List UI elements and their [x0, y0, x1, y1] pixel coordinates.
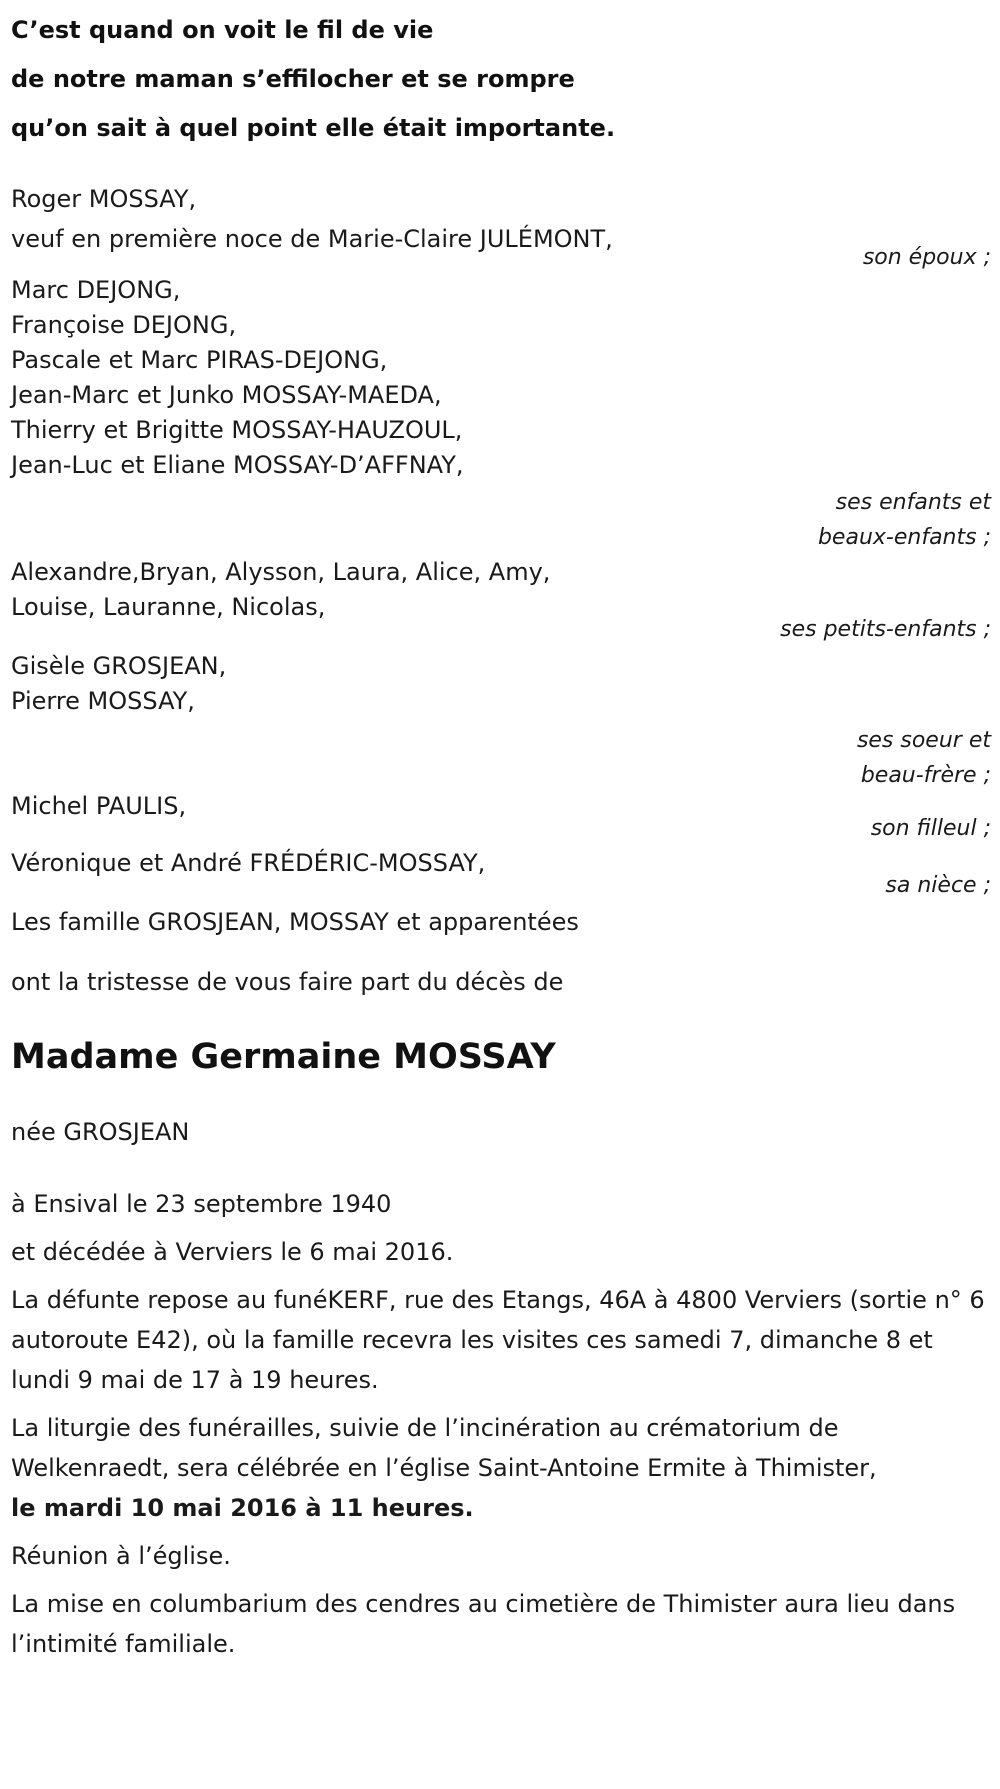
liturgy-details — [11, 1408, 986, 1528]
family-name-line: Michel PAULIS, — [11, 792, 187, 820]
visitation-details: La défunte repose au funéKERF, rue des Etangs, 46A à 4800 Verviers (sortie n° 6 autoroute E42), où la famille recevra les visites ces samedi 7, dimanche 8 et lundi 9 mai de 17 à 19 heures. — [11, 1286, 985, 1394]
liturgy-text: La liturgie des funérailles, suivie de l’incinération au crématorium de Welkenraedt, sera célébrée en l’église Saint-Antoine Ermite à Thimister, — [11, 1414, 877, 1482]
relation-label: beaux-enfants ; — [817, 525, 991, 550]
liturgy-date: le mardi 10 mai 2016 à 11 heures. — [11, 1494, 474, 1522]
relation-label: ses soeur et — [856, 728, 991, 753]
family-name-line: Roger MOSSAY, — [11, 185, 197, 213]
opening-quote — [11, 0, 1000, 153]
family-name-line: Pascale et Marc PIRAS-DEJONG, — [11, 346, 388, 374]
family-name-line: Marc DEJONG, — [11, 276, 181, 304]
meeting-details: Réunion à l’église. — [11, 1542, 231, 1570]
relation-label: ses petits-enfants ; — [780, 617, 991, 642]
family-name-line: Louise, Lauranne, Nicolas, — [11, 593, 326, 621]
family-name-line: Gisèle GROSJEAN, — [11, 652, 227, 680]
family-group-niece — [11, 846, 991, 905]
family-name-line: Thierry et Brigitte MOSSAY-HAUZOUL, — [11, 416, 463, 444]
relation-label: sa nièce ; — [885, 873, 991, 898]
deceased-name: Madame Germaine MOSSAY — [11, 1037, 556, 1077]
family-name-line: Françoise DEJONG, — [11, 311, 237, 339]
family-group-siblings — [11, 649, 991, 793]
families-line — [11, 905, 991, 940]
family-name-line: veuf en première noce de Marie-Claire JULÉMONT, — [11, 225, 613, 253]
relation-label: ses enfants et — [835, 490, 991, 515]
family-name-line: Jean-Luc et Eliane MOSSAY-D’AFFNAY, — [11, 451, 464, 479]
birth-details: à Ensival le 23 septembre 1940 — [11, 1190, 392, 1218]
family-group-spouse — [11, 179, 991, 277]
announcement-intro: ont la tristesse de vous faire part du décès de — [11, 968, 564, 996]
death-details: et décédée à Verviers le 6 mai 2016. — [11, 1238, 454, 1266]
relation-label: son filleul ; — [870, 816, 991, 841]
quote-line: de notre maman s’effilocher et se rompre — [11, 65, 575, 93]
family-name-line: Jean-Marc et Junko MOSSAY-MAEDA, — [11, 381, 442, 409]
relation-label: son époux ; — [862, 245, 991, 270]
relation-label: beau-frère ; — [860, 763, 991, 788]
maiden-name: née GROSJEAN — [11, 1118, 190, 1146]
family-group-grandchildren — [11, 555, 991, 649]
families-text: Les famille GROSJEAN, MOSSAY et apparentées — [11, 908, 579, 936]
family-name-line: Pierre MOSSAY, — [11, 687, 195, 715]
family-name-line: Alexandre,Bryan, Alysson, Laura, Alice, Amy, — [11, 558, 551, 586]
quote-line: C’est quand on voit le fil de vie — [11, 16, 434, 44]
quote-line: qu’on sait à quel point elle était importante. — [11, 114, 616, 142]
family-group-children — [11, 273, 991, 555]
family-group-godson — [11, 789, 991, 848]
family-name-line: Véronique et André FRÉDÉRIC-MOSSAY, — [11, 849, 486, 877]
columbarium-details: La mise en columbarium des cendres au cimetière de Thimister aura lieu dans l’intimité familiale. — [11, 1590, 956, 1658]
